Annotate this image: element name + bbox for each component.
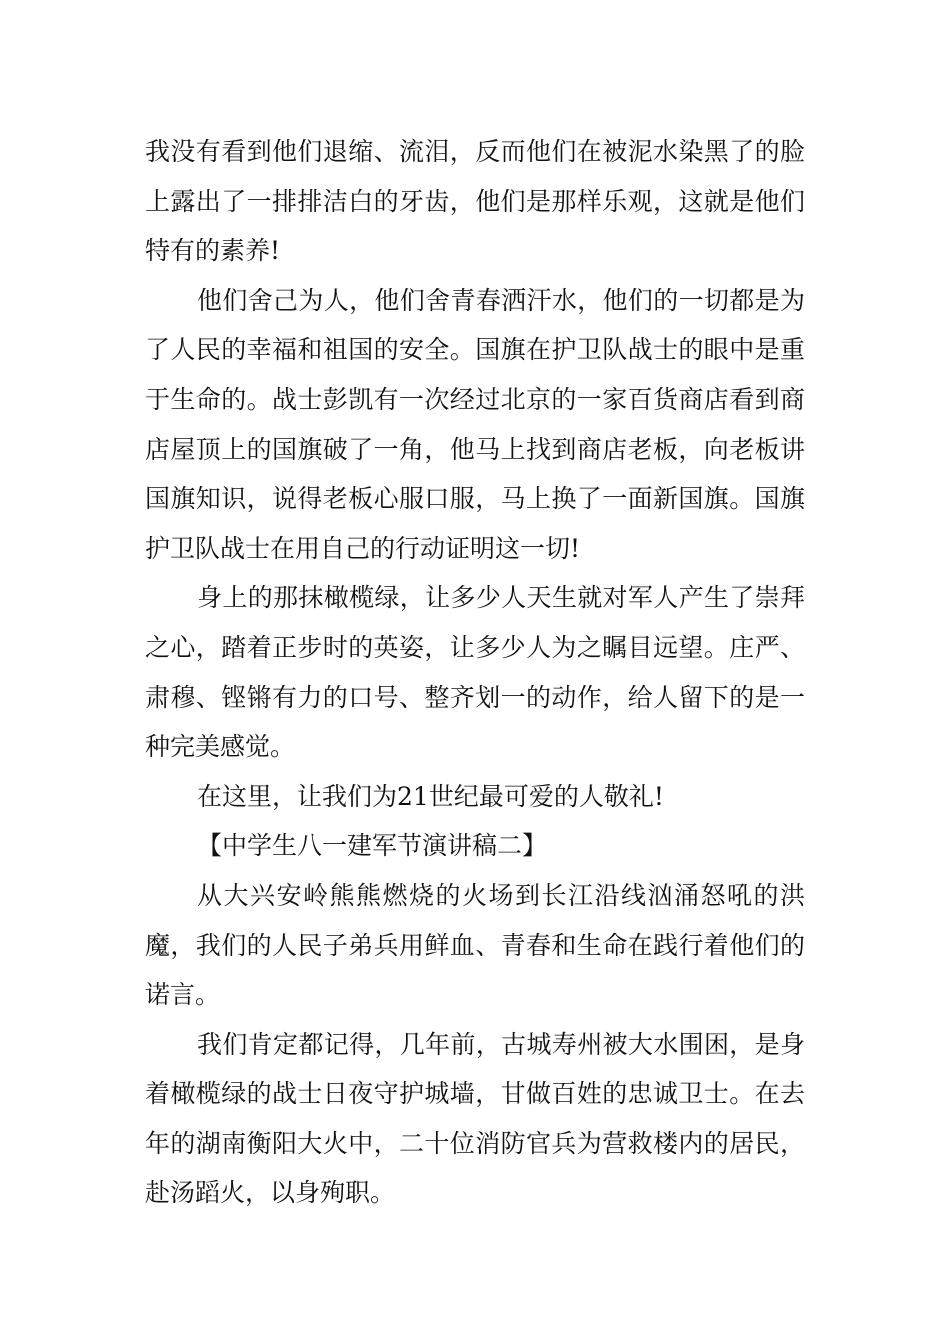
body-paragraph-1: 我没有看到他们退缩、流泪，反而他们在被泥水染黑了的脸上露出了一排排洁白的牙齿，他们是那样乐观，这就是他们特有的素养! — [145, 137, 805, 266]
body-paragraph-5: 从大兴安岭熊熊燃烧的火场到长江沿线汹涌怒吼的洪魔，我们的人民子弟兵用鲜血、青春和生命在践行着他们的诺言。 — [145, 880, 805, 1010]
body-paragraph-3: 身上的那抹橄榄绿，让多少人天生就对军人产生了崇拜之心，踏着正步时的英姿，让多少人为之瞩目远望。庄严、肃穆、铿锵有力的口号、整齐划一的动作，给人留下的是一种完美感觉。 — [145, 583, 805, 762]
body-paragraph-4: 在这里，让我们为21世纪最可爱的人敬礼! — [197, 781, 664, 811]
body-paragraph-6: 我们肯定都记得，几年前，古城寿州被大水围困，是身着橄榄绿的战士日夜守护城墙，甘做百姓的忠诚卫士。在去年的湖南衡阳大火中，二十位消防官兵为营救楼内的居民，赴汤蹈火，以身殉职。 — [145, 1029, 805, 1208]
section-heading: 【中学生八一建军节演讲稿二】 — [197, 831, 548, 861]
body-paragraph-2: 他们舍己为人，他们舍青春洒汗水，他们的一切都是为了人民的幸福和祖国的安全。国旗在护卫队战士的眼中是重于生命的。战士彭凯有一次经过北京的一家百货商店看到商店屋顶上的国旗破了一角，他马上找到商店老板，向老板讲国旗知识，说得老板心服口服，马上换了一面新国旗。国旗护卫队战士在用自己的行动证明这一切! — [145, 285, 805, 563]
document-page — [145, 127, 805, 1218]
